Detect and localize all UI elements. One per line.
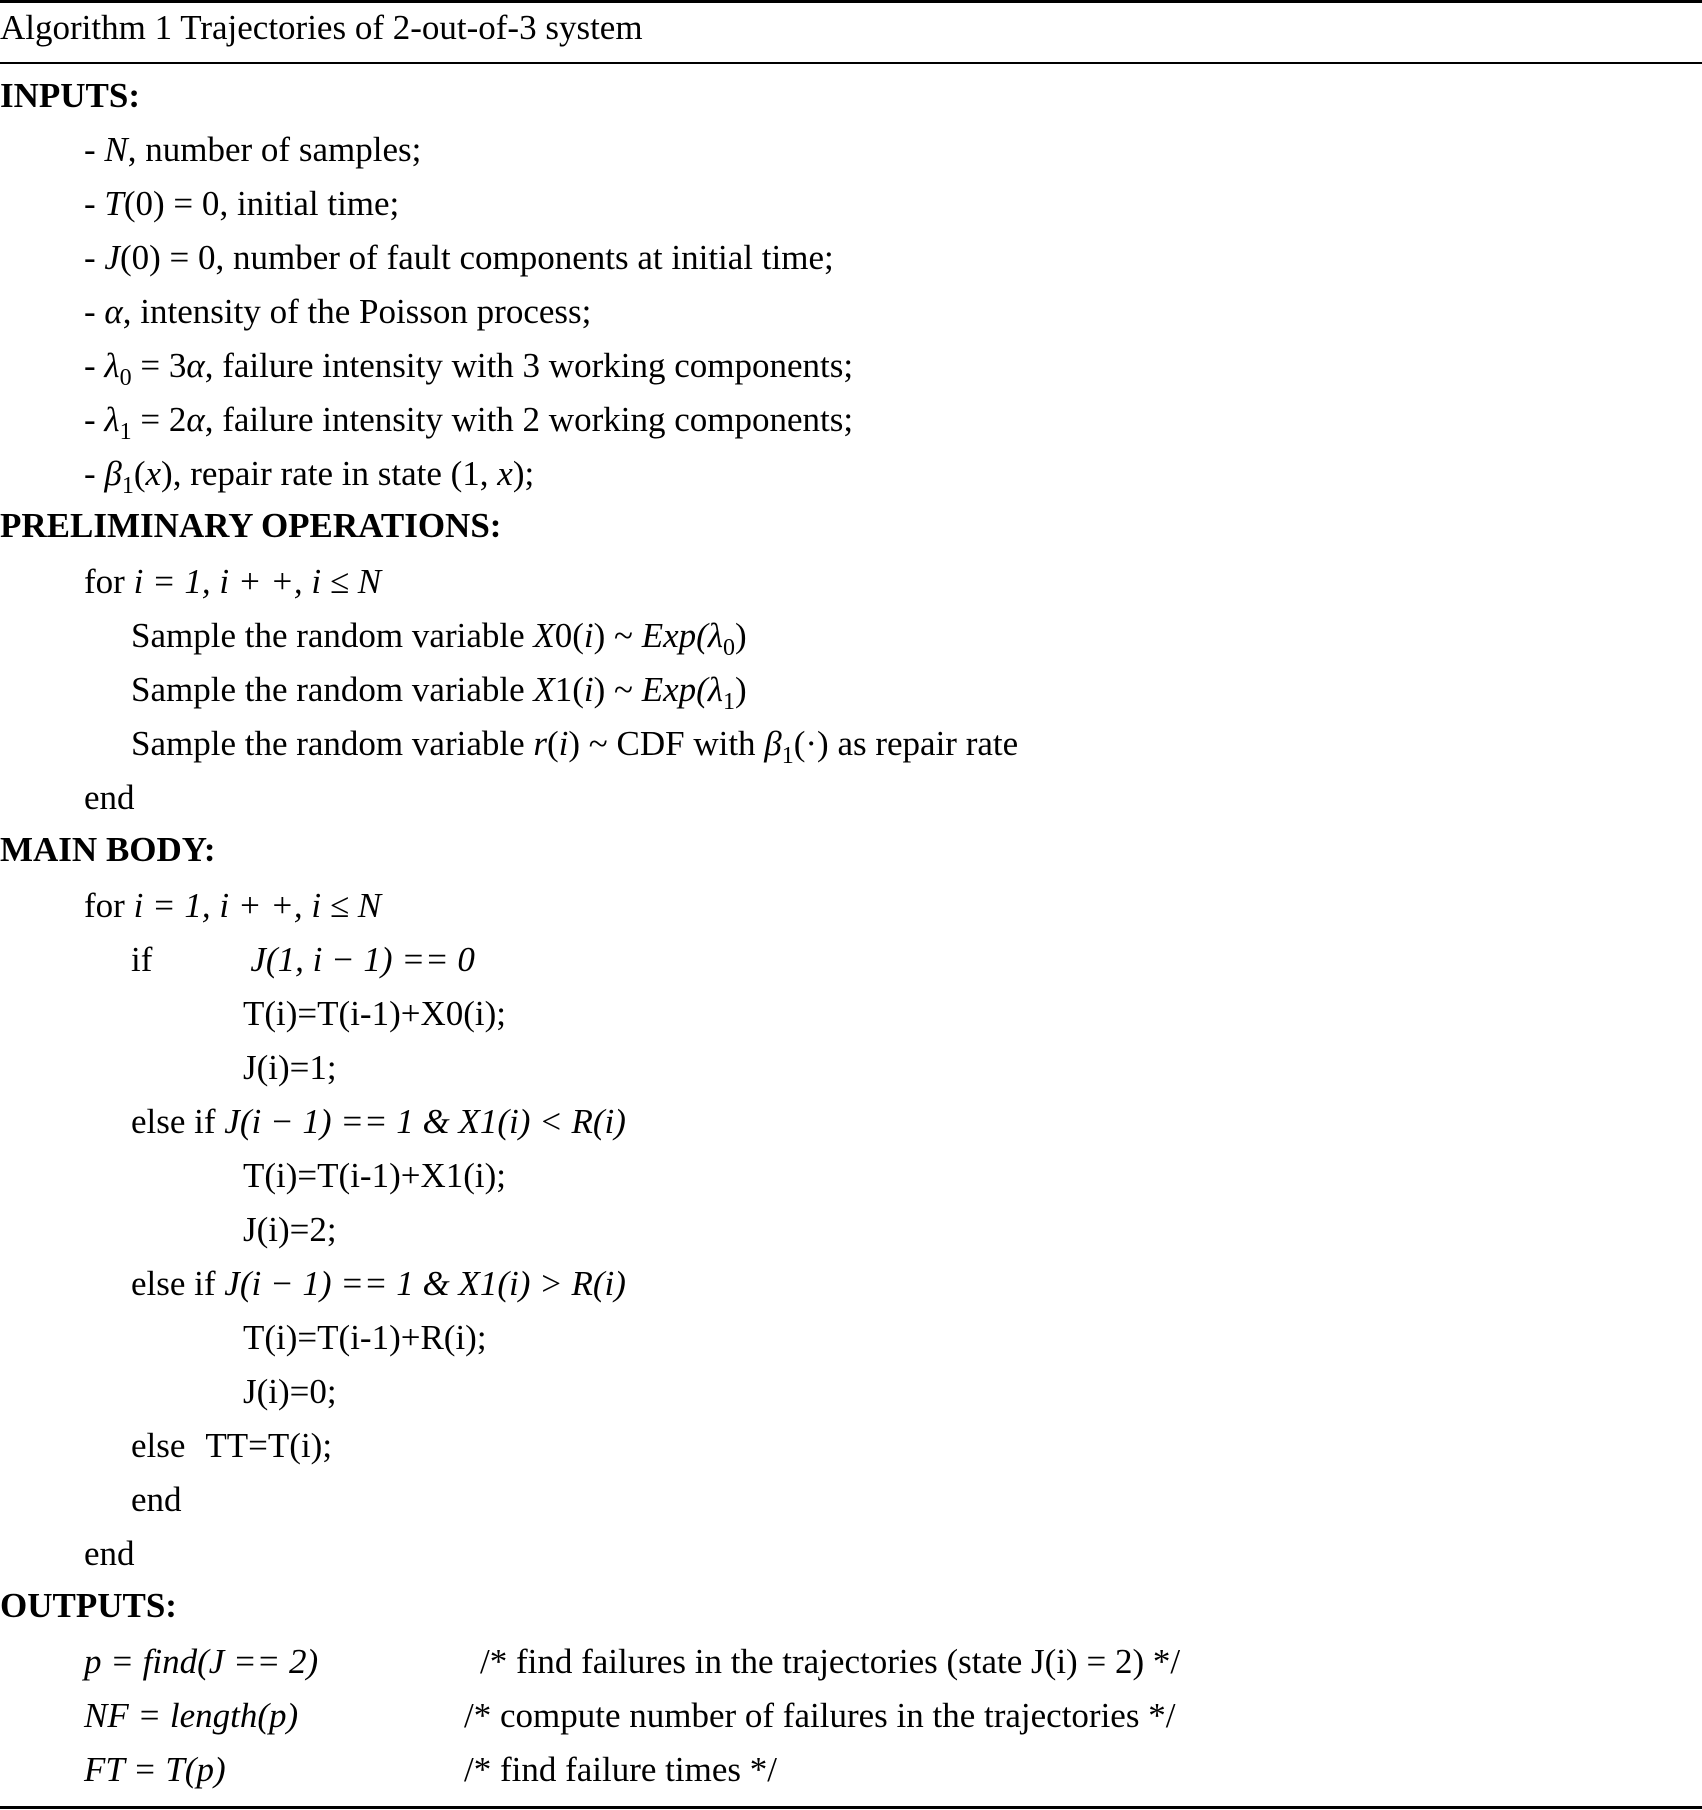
top-rule — [0, 0, 1702, 3]
output-failure-times: FT = T(p) /* find failure times */ — [84, 1750, 777, 1789]
assign-t-r: T(i)=T(i-1)+R(i); — [243, 1318, 487, 1357]
main-outer-end: end — [84, 1534, 135, 1573]
preliminary-for-loop: for i = 1, i + +, i ≤ N — [84, 562, 382, 601]
output-number-failures: NF = length(p) /* compute number of failures in the trajectories */ — [84, 1696, 1176, 1735]
assign-j-2: J(i)=2; — [243, 1210, 337, 1249]
assign-t-x1: T(i)=T(i-1)+X1(i); — [243, 1156, 506, 1195]
input-beta: - $\beta_1(x)$, repair rate in state (1, x); — [84, 454, 535, 499]
inputs-heading: INPUTS: — [0, 76, 141, 115]
caption-rule — [0, 62, 1702, 64]
input-lambda1: - $\lambda_1 = 2\alpha$, failure intensity with 2 working components; — [84, 400, 854, 445]
else-if-2: else if J(i − 1) == 1 & X1(i) > R(i) — [131, 1264, 626, 1303]
assign-t-x0: T(i)=T(i-1)+X0(i); — [243, 994, 506, 1033]
else-if-1: else if J(i − 1) == 1 & X1(i) < R(i) — [131, 1102, 626, 1141]
main-for-loop: for i = 1, i + +, i ≤ N — [84, 886, 382, 925]
sample-r: Sample the random variable r(i) ~ CDF with $\beta_1(\cdot)$ as repair rate — [131, 724, 1019, 769]
sample-x1: Sample the random variable X1(i) ~ $Exp(\lambda_1)$ — [131, 670, 747, 715]
algorithm-caption: Algorithm 1 Trajectories of 2-out-of-3 system — [0, 8, 643, 47]
preliminary-end: end — [84, 778, 135, 817]
if-statement: if J(1, i − 1) == 0 — [131, 940, 475, 979]
else-statement: else TT=T(i); — [131, 1426, 333, 1465]
main-heading: MAIN BODY: — [0, 830, 216, 869]
input-j0: - J(0) = 0, number of fault components at initial time; — [84, 238, 834, 277]
assign-j-0: J(i)=0; — [243, 1372, 337, 1411]
sample-x0: Sample the random variable X0(i) ~ $Exp(\lambda_0)$ — [131, 616, 747, 661]
preliminary-heading: PRELIMINARY OPERATIONS: — [0, 506, 502, 545]
bottom-rule — [0, 1806, 1702, 1809]
output-find-failures: p = find(J == 2) /* find failures in the trajectories (state J(i) = 2) */ — [84, 1642, 1181, 1681]
assign-j-1: J(i)=1; — [243, 1048, 337, 1087]
input-alpha: - α, intensity of the Poisson process; — [84, 292, 592, 331]
main-inner-end: end — [131, 1480, 182, 1519]
input-lambda0: - $\lambda_0 = 3\alpha$, failure intensity with 3 working components; — [84, 346, 854, 391]
input-n: - N, number of samples; — [84, 130, 422, 169]
input-t0: - T(0) = 0, initial time; — [84, 184, 400, 223]
outputs-heading: OUTPUTS: — [0, 1586, 177, 1625]
